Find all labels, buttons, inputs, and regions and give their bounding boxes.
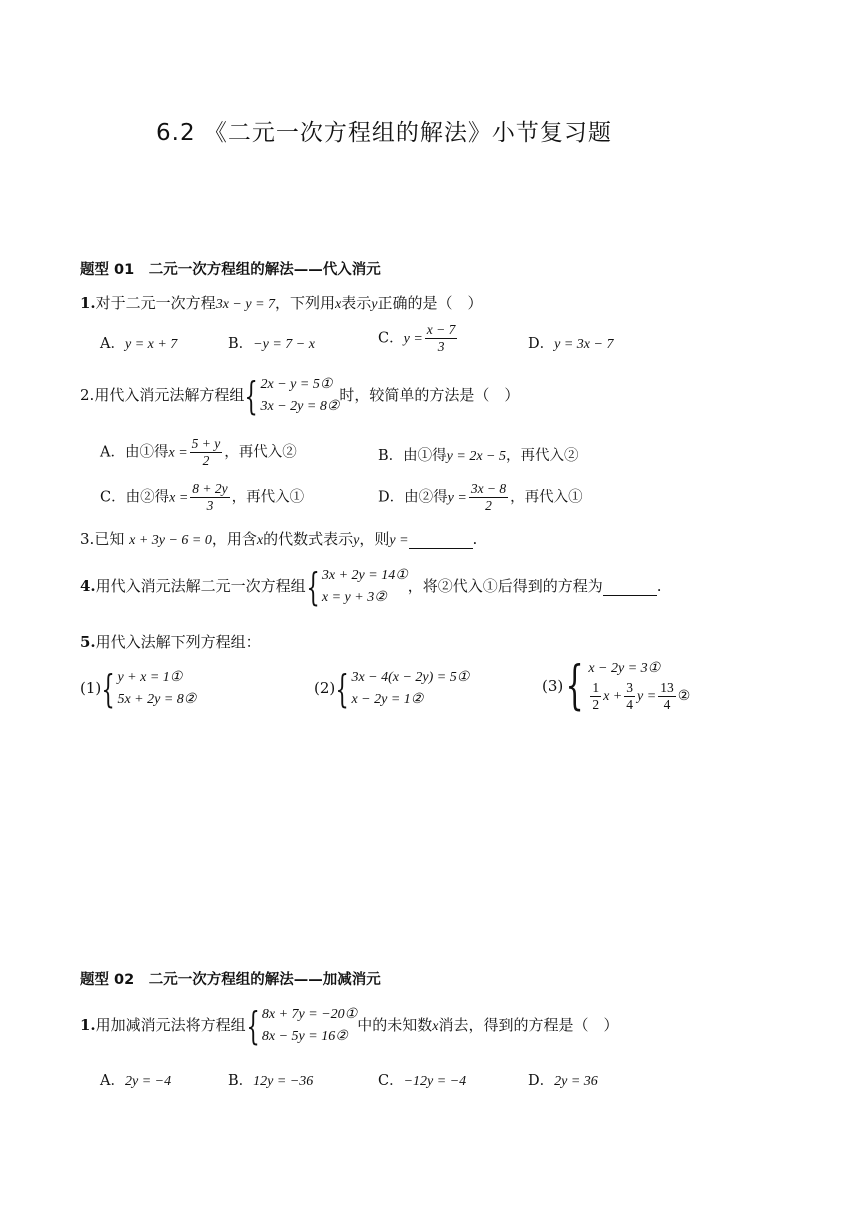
- fraction-numerator: 3: [626, 680, 634, 696]
- variable-x: x: [335, 297, 342, 312]
- fraction-denominator: 4: [663, 697, 671, 713]
- option-expr: 2y = 36: [554, 1074, 598, 1089]
- q-text: ，下列用: [275, 294, 336, 312]
- variable-y: y: [371, 297, 378, 312]
- option-expr: −y = 7 − x: [253, 337, 315, 352]
- part-label: (1): [80, 679, 102, 697]
- section-2-heading: 题型 02 二元一次方程组的解法——加减消元: [80, 972, 381, 988]
- q-number: 1.: [80, 294, 96, 312]
- fraction-denominator: 3: [206, 498, 214, 513]
- brace-icon: {: [335, 667, 349, 711]
- q-text: 用代入法解下列方程组：: [95, 633, 261, 651]
- system-line: [588, 680, 690, 714]
- option-label: D．: [528, 1073, 555, 1089]
- s1-q2-option-d[interactable]: [378, 481, 583, 514]
- option-text: ，再代入②: [224, 444, 297, 461]
- q-text: .: [656, 577, 662, 595]
- system-line: x − 2y = 1②: [351, 692, 424, 707]
- s1-q1-option-d[interactable]: [528, 332, 613, 353]
- brace-icon: {: [101, 667, 115, 711]
- option-label: A．: [100, 444, 125, 461]
- q-text: 时，较简单的方法是（ ）: [339, 386, 520, 404]
- option-expr: y = x + 7: [124, 337, 178, 352]
- fraction: [190, 436, 223, 469]
- expr-part: ②: [677, 689, 691, 704]
- fraction-denominator: 2: [202, 453, 210, 468]
- q-number: 5.: [80, 633, 96, 651]
- option-text: ，再代入②: [505, 448, 579, 464]
- fraction-numerator: 1: [592, 680, 600, 696]
- s1-q5-part-2: [314, 667, 469, 711]
- q-text: 用代入消元法解二元一次方程组: [95, 577, 306, 595]
- s1-question-2: [80, 374, 519, 418]
- s2-q1-option-d[interactable]: [528, 1069, 598, 1090]
- system-line: 3x + 2y = 14①: [321, 568, 408, 583]
- option-expr: x =: [169, 490, 189, 506]
- q-text: 已知: [94, 530, 125, 548]
- fraction-numerator: x − 7: [426, 322, 456, 337]
- system-line: 3x − 4(x − 2y) = 5①: [351, 670, 470, 685]
- s1-question-5: [80, 631, 261, 652]
- fraction: [658, 680, 676, 713]
- option-label: B．: [228, 1073, 254, 1089]
- s2-question-1: [80, 1004, 618, 1048]
- q-text: .: [472, 530, 478, 548]
- s1-q5-part-3: [542, 658, 690, 714]
- option-label: B．: [378, 448, 404, 464]
- equation-system: [588, 658, 690, 714]
- s2-q1-option-a[interactable]: [100, 1069, 171, 1090]
- variable-y: y: [353, 533, 360, 548]
- brace-icon: {: [244, 374, 259, 418]
- s1-q1-option-b[interactable]: [228, 332, 315, 353]
- fraction: [469, 481, 508, 514]
- option-label: C．: [378, 330, 404, 347]
- s1-q5-part-1: [80, 667, 196, 711]
- section-1-heading: 题型 01 二元一次方程组的解法——代入消元: [80, 262, 381, 278]
- part-label: (2): [314, 679, 336, 697]
- fraction: [190, 481, 229, 514]
- s2-q1-option-c[interactable]: [378, 1069, 466, 1090]
- equation-system: [261, 374, 340, 418]
- s1-question-1: [80, 292, 483, 313]
- answer-blank[interactable]: [409, 530, 473, 549]
- variable-x: x: [256, 533, 264, 548]
- fraction: [624, 680, 635, 713]
- option-label: C．: [100, 489, 126, 506]
- variable-x: x: [432, 1019, 439, 1034]
- s1-q2-option-c[interactable]: [100, 481, 304, 514]
- option-expr: y = 2x − 5: [446, 449, 506, 464]
- option-text: 由②得: [404, 489, 448, 506]
- option-expr: y = 3x − 7: [554, 337, 614, 352]
- option-label: C．: [378, 1073, 404, 1089]
- system-line: 8x − 5y = 16②: [261, 1029, 348, 1044]
- q-text: ，用含: [211, 530, 257, 548]
- q-text: 用加减消元法将方程组: [95, 1016, 246, 1034]
- answer-blank[interactable]: [603, 577, 657, 596]
- option-text: 由①得: [403, 448, 447, 464]
- q-text: ，则: [359, 530, 390, 548]
- system-line: x = y + 3②: [321, 590, 387, 605]
- fraction-numerator: 3x − 8: [470, 481, 507, 496]
- fraction: [425, 322, 458, 355]
- q-text: 正确的是（ ）: [377, 294, 483, 312]
- option-text: ，再代入①: [510, 489, 583, 506]
- fraction-denominator: 2: [485, 498, 492, 513]
- s1-q1-option-c[interactable]: [378, 322, 459, 355]
- q-number: 2.: [80, 386, 95, 404]
- equation-system: [262, 1004, 357, 1048]
- q-number: 1.: [80, 1016, 96, 1034]
- q-number: 3.: [80, 530, 95, 548]
- s2-q1-option-b[interactable]: [228, 1069, 313, 1090]
- q-text: 对于二元一次方程: [95, 294, 216, 312]
- equation-system: [322, 565, 408, 609]
- brace-icon: {: [306, 565, 320, 609]
- option-label: D．: [378, 489, 405, 506]
- system-line: 5x + 2y = 8②: [117, 692, 197, 707]
- fraction-denominator: 3: [437, 339, 445, 354]
- s1-question-3: [80, 528, 477, 549]
- q-number: 4.: [80, 577, 96, 595]
- s1-q2-option-b[interactable]: [378, 444, 578, 465]
- q-text: 的代数式表示: [263, 530, 354, 548]
- option-label: A．: [100, 1073, 125, 1089]
- option-text: 由②得: [125, 489, 170, 506]
- option-expr: 12y = −36: [253, 1074, 314, 1089]
- option-expr: y =: [403, 331, 423, 347]
- option-text: ，再代入①: [231, 489, 305, 506]
- fraction-numerator: 8 + 2y: [192, 481, 228, 496]
- s1-q1-option-a[interactable]: [100, 332, 177, 353]
- equation-system: [351, 667, 469, 711]
- part-label: (3): [542, 677, 564, 695]
- equation: y =: [389, 533, 409, 548]
- q-text: 表示: [341, 294, 372, 312]
- q-text: ，将②代入①后得到的方程为: [407, 577, 603, 595]
- equation: x + 3y − 6 = 0: [129, 533, 212, 548]
- fraction-numerator: 13: [660, 680, 674, 696]
- q-text: 中的未知数: [357, 1016, 433, 1034]
- q-text: 用代入消元法解方程组: [94, 386, 245, 404]
- fraction-numerator: 5 + y: [191, 436, 221, 451]
- brace-icon: {: [565, 656, 584, 716]
- option-label: A．: [100, 336, 125, 352]
- option-expr: −12y = −4: [403, 1074, 467, 1089]
- option-expr: y =: [447, 490, 467, 506]
- system-line: x − 2y = 3①: [588, 661, 661, 676]
- fraction-denominator: 2: [592, 697, 600, 713]
- s1-question-4: [80, 565, 662, 609]
- expr-part: x +: [603, 689, 623, 704]
- equation: 3x − y = 7: [215, 297, 276, 312]
- fraction-denominator: 4: [626, 697, 634, 713]
- option-expr: 2y = −4: [124, 1074, 172, 1089]
- system-line: 8x + 7y = −20①: [261, 1007, 358, 1022]
- page-title: 6.2 《二元一次方程组的解法》小节复习题: [156, 120, 612, 146]
- s1-q2-option-a[interactable]: [100, 436, 297, 469]
- system-line: y + x = 1①: [117, 670, 183, 685]
- brace-icon: {: [246, 1004, 260, 1048]
- equation-system: [117, 667, 196, 711]
- option-text: 由①得: [124, 444, 169, 461]
- q-text: 消去，得到的方程是（ ）: [438, 1016, 619, 1034]
- option-expr: x =: [168, 445, 188, 461]
- system-line: 2x − y = 5①: [260, 377, 333, 392]
- system-line: 3x − 2y = 8②: [260, 399, 340, 414]
- expr-part: y =: [637, 689, 657, 704]
- option-label: D．: [528, 336, 555, 352]
- option-label: B．: [228, 336, 254, 352]
- fraction: [590, 680, 601, 713]
